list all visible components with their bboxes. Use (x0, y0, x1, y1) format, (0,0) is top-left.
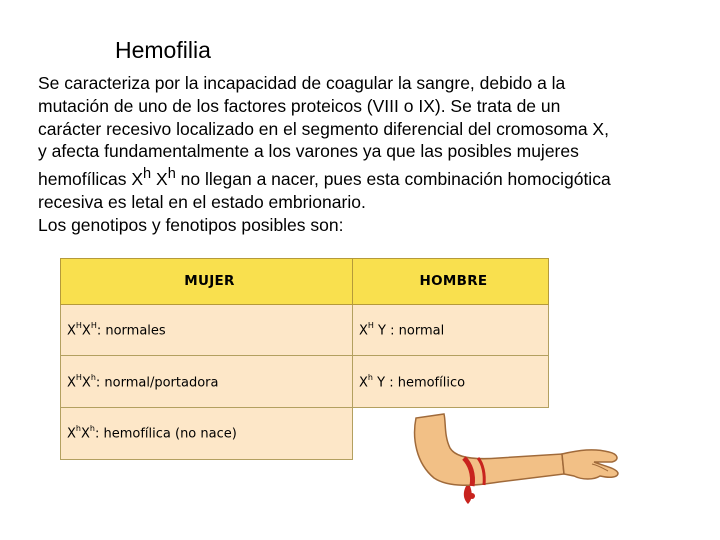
phenotype-text: : normal/portadora (95, 374, 219, 390)
allele-superscript: h (367, 372, 373, 382)
chromosome-x: X (80, 426, 90, 442)
text-fragment: X (151, 169, 168, 190)
chromosome-x: X (81, 323, 91, 339)
allele-superscript: H (75, 372, 82, 382)
chromosome-x: X (67, 426, 76, 442)
description-paragraph (38, 72, 710, 236)
text-fragment: no llegan a nacer, pues esta combinación homocigótica (175, 169, 611, 190)
text-line: Se caracteriza por la incapacidad de coagular la sangre, debido a la (38, 73, 566, 93)
chromosome-x: X (81, 374, 91, 390)
chromosome-x: X (359, 374, 368, 390)
table-header-row (61, 259, 549, 305)
allele-superscript: H (75, 320, 82, 330)
text-line: recesiva es letal en el estado embrionario. (38, 191, 366, 212)
phenotype-text: : normales (96, 323, 166, 339)
table-row (61, 356, 549, 408)
cell-hombre (353, 356, 549, 408)
allele-superscript: h (90, 372, 96, 382)
cell-mujer (61, 304, 353, 356)
phenotype-text: Y : hemofílico (372, 374, 466, 390)
allele-superscript: H (90, 320, 97, 330)
allele-superscript: h (75, 424, 81, 434)
allele-superscript: h (143, 166, 152, 183)
table-row (61, 304, 549, 356)
chromosome-x: X (359, 323, 368, 339)
phenotype-text: : hemofílica (no nace) (94, 426, 237, 442)
text-line: carácter recesivo localizado en el segmento diferencial del cromosoma X, (38, 118, 609, 139)
phenotype-text: Y : normal (373, 323, 445, 339)
cell-mujer (61, 408, 353, 460)
allele-superscript: h (167, 166, 176, 183)
allele-superscript: H (367, 320, 374, 330)
text-line-genotype (38, 163, 710, 191)
text-line: y afecta fundamentalmente a los varones ya que las posibles mujeres (38, 141, 579, 162)
chromosome-x: X (67, 374, 76, 390)
bleeding-arm-illustration (404, 408, 624, 508)
header-hombre: HOMBRE (353, 259, 549, 305)
text-line: Los genotipos y fenotipos posibles son: (38, 214, 344, 235)
chromosome-x: X (67, 323, 76, 339)
allele-superscript: h (89, 424, 95, 434)
page-title: Hemofilia (115, 37, 211, 63)
text-line: mutación de uno de los factores proteicos (VIII o IX). Se trata de un (38, 95, 561, 116)
cell-mujer (61, 356, 353, 408)
cell-hombre (353, 304, 549, 356)
text-fragment: hemofílicas X (38, 169, 144, 190)
header-mujer: MUJER (61, 259, 353, 305)
